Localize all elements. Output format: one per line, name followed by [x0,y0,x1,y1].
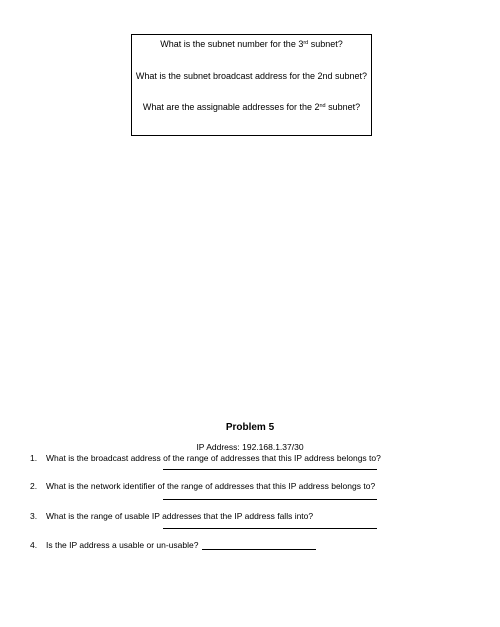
answer-line-1[interactable] [163,469,377,470]
problem-title: Problem 5 [225,422,275,433]
question-3: 3. What is the range of usable IP addresses that the IP address falls into? [30,511,314,521]
subnet-question-2nd-broadcast: What is the subnet broadcast address for the 2nd subnet? [135,71,368,81]
answer-line-4[interactable] [202,549,316,550]
question-1: 1. What is the broadcast address of the range of addresses that this IP address belongs to? [30,453,381,463]
answer-line-2[interactable] [163,499,377,500]
question-2: 2. What is the network identifier of the range of addresses that this IP address belongs to? [30,481,376,491]
subnet-questions-box [131,34,372,136]
answer-line-3[interactable] [163,528,377,529]
ip-address: IP Address: 192.168.1.37/30 [196,442,304,452]
subnet-question-3rd-number: What is the subnet number for the 3rd subnet? [160,39,343,49]
subnet-question-2nd-assignable: What are the assignable addresses for the 2nd subnet? [142,102,361,112]
question-4: 4. Is the IP address a usable or un-usable? [30,540,316,550]
